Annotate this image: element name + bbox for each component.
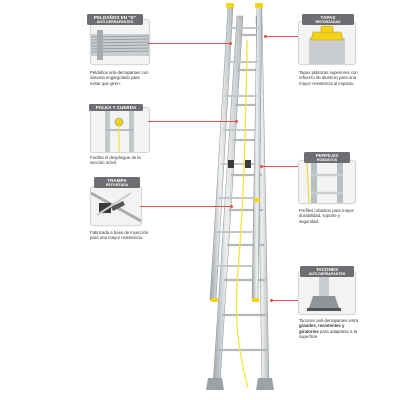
top-cap-icon xyxy=(299,22,355,64)
mid-guide xyxy=(254,198,260,202)
leader-line-peldanos xyxy=(148,43,230,44)
guide-left xyxy=(211,298,218,302)
top-cap-left xyxy=(226,3,234,8)
leader-dot-tapas xyxy=(264,35,267,38)
feature-peldanos-badge xyxy=(87,14,143,25)
top-cap-right xyxy=(255,3,263,8)
leader-dot-polea xyxy=(235,120,238,123)
feature-trampa-image xyxy=(90,186,142,226)
feature-tacones-title: TACONES xyxy=(315,267,339,272)
leader-line-polea xyxy=(148,121,236,122)
ladder-foot-icon xyxy=(299,272,355,314)
foot-left xyxy=(206,378,224,390)
feature-tapas-image xyxy=(298,21,356,65)
ribbed-rung-icon xyxy=(91,20,149,64)
feature-peldanos-description: Peldaños anti-derrapantes con sistema engargolado para evitar que giren. xyxy=(90,70,149,86)
feature-peldanos-subtitle: ANTI DERRAPANTES xyxy=(96,20,134,25)
leader-line-tacones xyxy=(272,300,298,301)
leader-dot-tacones xyxy=(270,299,273,302)
feature-perfiles-description: Perfiles robustos para mayor durabilidad, soporte y seguridad. xyxy=(299,208,354,224)
rung-lock-1 xyxy=(228,160,234,168)
feature-tacones-image xyxy=(298,271,356,315)
feature-tacones-description xyxy=(299,318,361,340)
feature-perfiles-image xyxy=(298,160,356,204)
feature-perfiles-subtitle: ROBUSTOS xyxy=(316,158,338,163)
rail-profile-icon xyxy=(299,161,355,203)
feature-perfiles-title: PERFILES xyxy=(315,153,339,158)
feature-perfiles-badge xyxy=(304,152,350,163)
rung-lock-2 xyxy=(245,160,251,168)
foot-right xyxy=(256,378,274,390)
leader-dot-peldanos xyxy=(229,42,232,45)
feature-trampa-title: TRAMPA xyxy=(107,178,127,183)
feature-polea-badge xyxy=(89,104,143,111)
feature-polea-image xyxy=(90,107,150,153)
feature-tapas-subtitle: REFORZADAS xyxy=(315,20,341,25)
lock-hook-icon xyxy=(91,187,141,225)
feature-tacones-description-bold: grandes, resistentes y giratorios xyxy=(299,323,345,334)
feature-polea-description: Facilita el despliegue de la sección móvil. xyxy=(90,155,141,166)
feature-tacones-subtitle: ANTI-DERRAPANTES xyxy=(308,272,346,277)
feature-tacones-description-pre: Tacones anti-derrapantes extra xyxy=(299,318,359,323)
leader-line-perfiles xyxy=(262,166,298,167)
pulley-icon xyxy=(91,108,149,152)
leader-line-tapas xyxy=(266,36,298,37)
feature-tacones-badge xyxy=(300,266,354,277)
feature-trampa-description: Fabricada a base de inyección para una mayor resistencia. xyxy=(90,230,149,241)
feature-peldanos-image xyxy=(90,19,150,65)
feature-tapas-title: TAPAS xyxy=(320,15,336,20)
feature-trampa-badge xyxy=(94,177,140,188)
feature-tapas-badge xyxy=(302,14,354,25)
leader-line-trampa xyxy=(140,206,231,207)
feature-peldanos-title: PELDAÑOS EN "D" xyxy=(93,15,137,20)
guide-right xyxy=(252,298,259,302)
feature-tapas-description: Tapas plásticas superiores con refuerzo de aluminio para una mayor resistencia al impacto. xyxy=(299,70,358,86)
feature-polea-title: POLEA Y CUERDA xyxy=(95,105,137,110)
leader-dot-trampa xyxy=(230,205,233,208)
feature-trampa-subtitle: REFORZADA xyxy=(105,183,129,188)
feature-tacones-description-post: para adaptarse a la superficie xyxy=(299,328,358,340)
leader-dot-perfiles xyxy=(260,165,263,168)
